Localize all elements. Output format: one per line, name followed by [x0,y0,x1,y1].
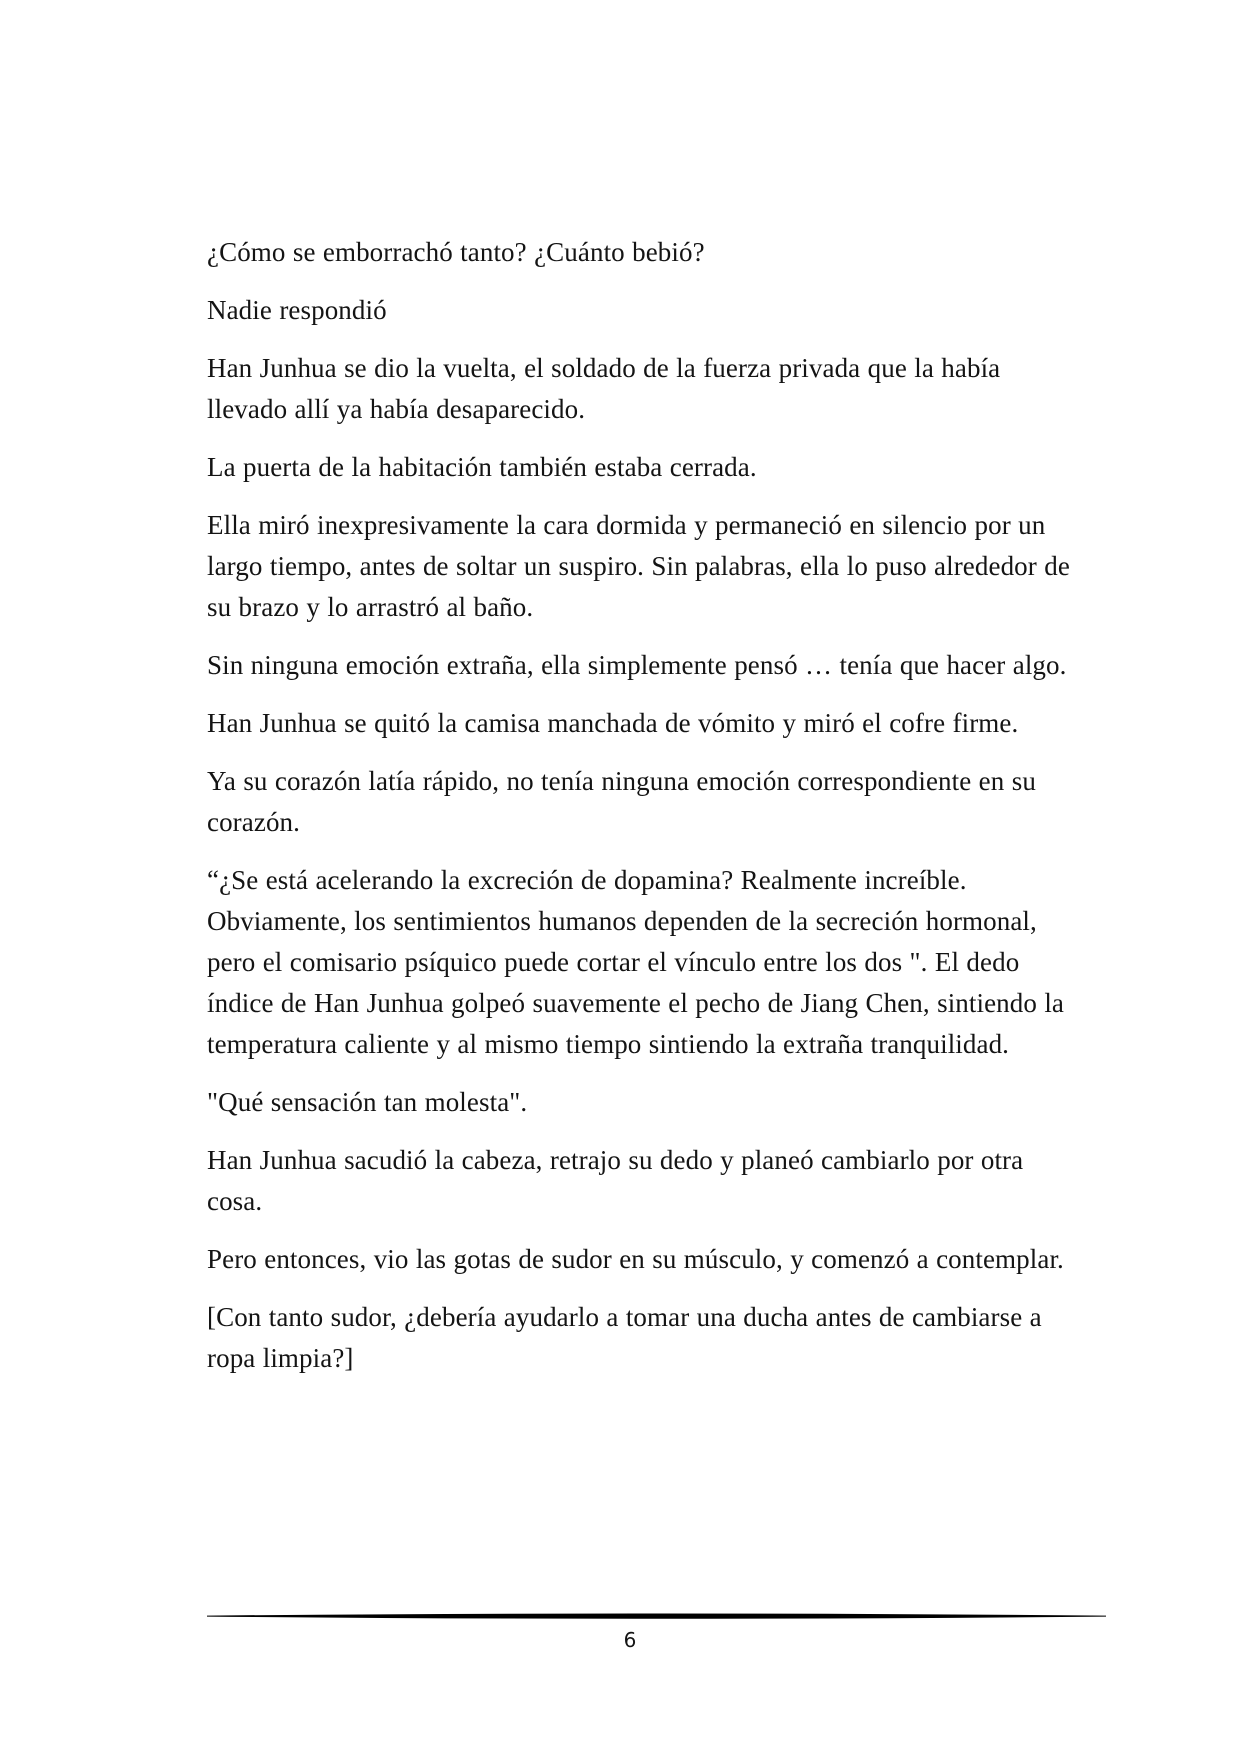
paragraph-4: La puerta de la habitación también estaba cerrada. [207,452,757,482]
paragraph-1: ¿Cómo se emborrachó tanto? ¿Cuánto bebió? [207,237,705,267]
paragraph-3: Han Junhua se dio la vuelta, el soldado de la fuerza privada que la había llevado allí ya había desaparecido. [207,353,1001,424]
body-text [207,232,1077,1396]
paragraph-2: Nadie respondió [207,295,387,325]
page-number: 6 [623,1628,637,1652]
paragraph-6: Sin ninguna emoción extraña, ella simplemente pensó … tenía que hacer algo. [207,650,1067,680]
paragraph-13: [Con tanto sudor, ¿debería ayudarlo a tomar una ducha antes de cambiarse a ropa limpia?] [207,1302,1042,1373]
footer-divider [207,1610,1106,1622]
paragraph-5: Ella miró inexpresivamente la cara dormida y permaneció en silencio por un largo tiempo, antes de soltar un suspiro. Sin palabras, ella lo puso alrededor de su brazo y lo arrastró al baño. [207,510,1070,622]
paragraph-11: Han Junhua sacudió la cabeza, retrajo su dedo y planeó cambiarlo por otra cosa. [207,1145,1024,1216]
paragraph-8: Ya su corazón latía rápido, no tenía ninguna emoción correspondiente en su corazón. [207,766,1036,837]
paragraph-9: “¿Se está acelerando la excreción de dopamina? Realmente increíble. Obviamente, los sentimientos humanos dependen de la secreción hormonal, pero el comisario psíquico puede cortar el vínculo entre los dos ". El dedo índice de Han Junhua golpeó suavemente el pecho de Jiang Chen, sintiendo la temperatura caliente y al mismo tiempo sintiendo la extraña tranquilidad. [207,865,1065,1059]
paragraph-10: "Qué sensación tan molesta". [207,1087,528,1117]
paragraph-12: Pero entonces, vio las gotas de sudor en su músculo, y comenzó a contemplar. [207,1244,1064,1274]
paragraph-7: Han Junhua se quitó la camisa manchada de vómito y miró el cofre firme. [207,708,1019,738]
